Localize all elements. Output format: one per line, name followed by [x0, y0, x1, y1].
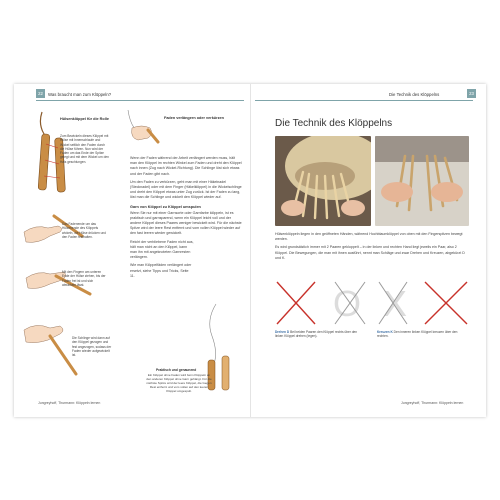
- left-body: [130, 156, 242, 279]
- page-number-left: 22: [36, 89, 45, 98]
- step2-caption: Mit den Fingern am unteren Ende der Hülse ziehen, bis der Faden frei ist und sich abwickeln lässt.: [62, 270, 106, 287]
- left-body-paragraph-1: Wenn der Faden während der Arbeit verlängert werden muss, hält man den Klöppel im rechten Winkel zum Faden und dreht den Klöppel nach innen (Zug nach Wickel-Richtung). Die Schlinge löst sich etwas und der Faden gibt nach.: [130, 156, 242, 176]
- diagram-letter-x: X: [383, 283, 408, 324]
- left-header-rule: [36, 100, 244, 101]
- right-header-rule: [255, 100, 473, 101]
- right-body-paragraph-1: Hülsenklöppeln liegen in den geöffneten Händen, während Hochblaumklöppel von oben mit den Fingerspitzen bewegt werden.: [275, 232, 463, 242]
- bobbin-section-title: Hülsenklöppel für die Rolle: [60, 117, 109, 121]
- subsection-title: Garn von Klöppel zu Klöppel umspulen: [130, 204, 201, 209]
- left-footer: Jungreyhoff, Thurmann: Klöppeln lernen: [38, 401, 101, 405]
- book-spread: [14, 84, 486, 417]
- diagram-caption-right-text: Den inneren linken Klöppel kreuzen über den rechten.: [377, 330, 458, 339]
- left-body-paragraph-2: Um den Faden zu verkürzen, geht man mit einer Häkelnadel (Stecknadel) oder mit dem Finger (Häkelklöppel) in die Wickelschlinge und dreht den Klöppel etwas unter Zug zurück. Ist der Faden zu lang, löst man die Schlinge und wickelt den Klöppel wieder auf.: [130, 179, 242, 200]
- diagram-caption-right-label: Kreuzen K: [377, 330, 393, 334]
- photo-pillow-lace: [275, 136, 371, 226]
- left-body2-paragraph-1: Wenn Sie nur mit einer Garnsorte oder Garnfarbe klöppeln, ist es praktisch und garnsparend, wenn ein Klöppel leicht voll und der andere Klöppel dieses Paares weniger bewickelt wird. Für die nächste Spitze wird der leere Rest entfernt und vom vollen Klöppel wieder auf den fast leeren wieder gewickelt.: [130, 210, 242, 236]
- left-body2-paragraph-3: Wie man Klöppelfäden verlängert oder ersetzt, siehe Tipps und Tricks, Seite 11.: [130, 263, 192, 278]
- lengthen-hand-illustration: [122, 106, 162, 156]
- left-page: [14, 84, 250, 417]
- right-title: Die Technik des Klöppelns: [275, 118, 393, 129]
- photo-hands-bobbins: [375, 136, 469, 226]
- step3-caption: Die Schlinge wird dann auf den Klöppel gezogen und fest angezogen, sodass der Faden wieder aufgewickelt ist.: [72, 336, 112, 358]
- step1-caption: Das Fadenende um das Hülsenende des Klöppels wickeln, die Hülse drücken und den Faden festhalten.: [62, 222, 106, 239]
- hand-illustration-3: [24, 325, 76, 374]
- diagram-letter-o: O: [333, 283, 362, 324]
- right-header-title: Die Technik des Klöppelns: [389, 92, 440, 97]
- left-header-title: Was braucht man zum Klöppeln?: [48, 92, 112, 97]
- right-footer: Jungreyhoff, Thurmann: Klöppeln lernen: [401, 401, 464, 405]
- right-body-paragraph-2: Es wird grundsätzlich immer mit 2 Paaren gekloppelt – in der linken und rechten Hand liegt jeweils ein Paar, also 2 Klöppel. Die Bewegungen, die man mit ihnen ausführt, nennt man Schläge und zwar Drehen und Kreuzen, abgekürzt D und K.: [275, 245, 465, 260]
- tip-text: Ein Klöppel ohne Faden wird beim Klöppeln an den anderen Klöppel ohne Garn gehängt. Für die nächste Spitze wird der leere Klöppel, die Gegen Rest entfernt und vom vollen auf den leeren Klöppel umgespult.: [146, 373, 212, 393]
- left-body2-paragraph-2: Reicht der verbliebene Faden nicht aus, hält man nicht an den Klöppel, kann man ihn mit angeknoteten Garnresten verlängern.: [130, 239, 194, 260]
- right-body: [275, 232, 469, 261]
- page-number-right: 23: [467, 89, 476, 98]
- lengthen-section-title: Faden verlängern oder verkürzen: [164, 116, 224, 120]
- diagram-caption-left-label: Drehen D: [275, 330, 290, 334]
- tip-title: Praktisch und genaunend: [156, 368, 197, 372]
- diagram-caption-right: [377, 330, 465, 339]
- diagram-twist: [275, 280, 367, 326]
- diagram-cross: [377, 280, 469, 326]
- bobbin-description: Zum Bewickeln dieses Klöppel mit Hülse mit Innenschlaufe und Wickel seitlich den Faden durch die Hülse führen. Nun wird der Faden um das Ende der Spitze gelegt und mit dem Wickel um den Hals geschlungen.: [60, 134, 109, 164]
- right-page: [251, 84, 486, 417]
- diagram-caption-left-text: Bei beiden Paaren den Klöppel rechts über den linken Klöppel drehen (legen).: [275, 330, 358, 339]
- diagram-caption-left: [275, 330, 363, 339]
